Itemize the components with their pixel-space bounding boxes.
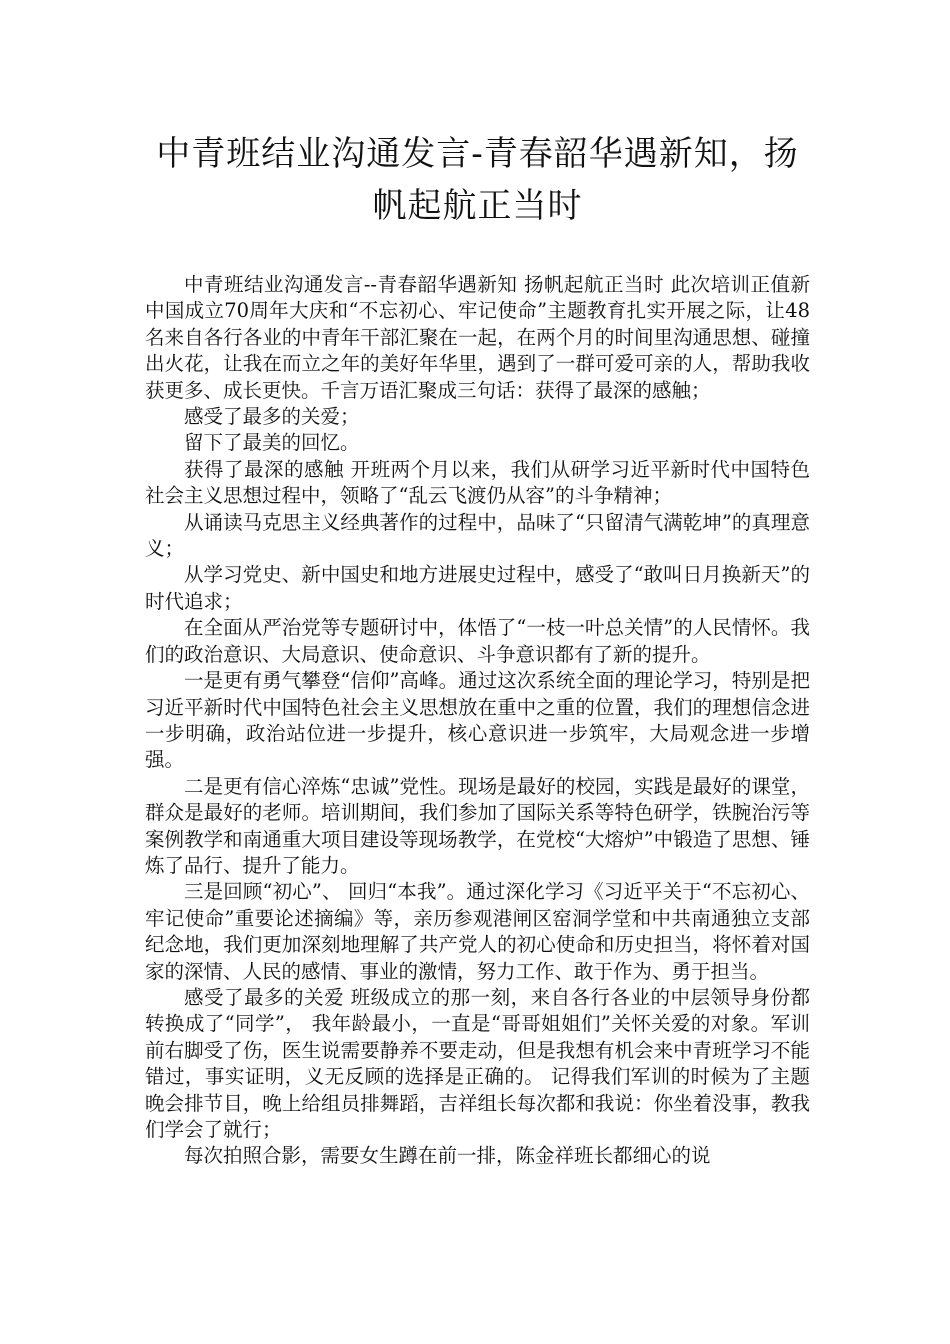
paragraph: 留下了最美的回忆。 — [184, 431, 360, 455]
paragraph: 获得了最深的感触 开班两个月以来，我们从研学习近平新时代中国特色社会主义思想过程中，领略了“乱云飞渡仍从容”的斗争精神； — [145, 457, 810, 508]
document-title: 中青班结业沟通发言-青春韶华遇新知，扬帆起航正当时 — [156, 134, 799, 226]
paragraph: 每次拍照合影，需要女生蹲在前一排，陈金祥班长都细心的说 — [184, 1144, 711, 1168]
paragraph: 从诵读马克思主义经典著作的过程中，品味了“只留清气满乾坤”的真理意义； — [145, 510, 810, 561]
paragraph: 一是更有勇气攀登“信仰”高峰。通过这次系统全面的理论学习，特别是把习近平新时代中国特色社会主义思想放在重中之重的位置，我们的理想信念进一步明确，政治站位进一步提升，核心意识进一步筑牢，大局观念进一步增强。 — [145, 669, 810, 772]
paragraph: 感受了最多的关爱 班级成立的那一刻，来自各行各业的中层领导身份都转换成了“同学”， 我年龄最小，一直是“哥哥姐姐们”关怀关爱的对象。军训前右脚受了伤，医生说需要静养不要走动，但是我想有机会来中青班学习不能错过，事实证明，义无反顾的选择是正确的。 记得我们军训的时候为了主题晚会排节目，晚上给组员排舞蹈，吉祥组长每次都和我说：你坐着没事，教我们学会了就行； — [145, 985, 810, 1141]
paragraph: 在全面从严治党等专题研讨中，体悟了“一枝一叶总关情”的人民情怀。我们的政治意识、大局意识、使命意识、斗争意识都有了新的提升。 — [145, 616, 810, 666]
paragraph: 从学习党史、新中国史和地方进展史过程中，感受了“敢叫日月换新天”的时代追求； — [145, 563, 810, 613]
document-body — [145, 272, 810, 1170]
document-page — [145, 128, 810, 1170]
paragraph: 中青班结业沟通发言--青春韶华遇新知 扬帆起航正当时 此次培训正值新中国成立70周年大庆和“不忘初心、牢记使命”主题教育扎实开展之际，让48名来自各行各业的中青年干部汇聚在一起，在两个月的时间里沟通思想、碰撞出火花，让我在而立之年的美好年华里，遇到了一群可爱可亲的人，帮助我收获更多、成长更快。千言万语汇聚成三句话：获得了最深的感触； — [145, 273, 810, 402]
paragraph: 二是更有信心淬炼“忠诚”党性。现场是最好的校园，实践是最好的课堂，群众是最好的老师。培训期间，我们参加了国际关系等特色研学，铁腕治污等案例教学和南通重大项目建设等现场教学，在党校“大熔炉”中锻造了思想、锤炼了品行、提升了能力。 — [145, 774, 810, 877]
paragraph: 三是回顾“初心”、 回归“本我”。通过深化学习《习近平关于“不忘初心、牢记使命”重要论述摘编》等，亲历参观港闸区窑洞学堂和中共南通独立支部纪念地，我们更加深刻地理解了共产党人的初心使命和历史担当，将怀着对国家的深情、人民的感情、事业的激情，努力工作、敢于作为、勇于担当。 — [145, 880, 810, 983]
paragraph: 感受了最多的关爱； — [184, 405, 360, 429]
